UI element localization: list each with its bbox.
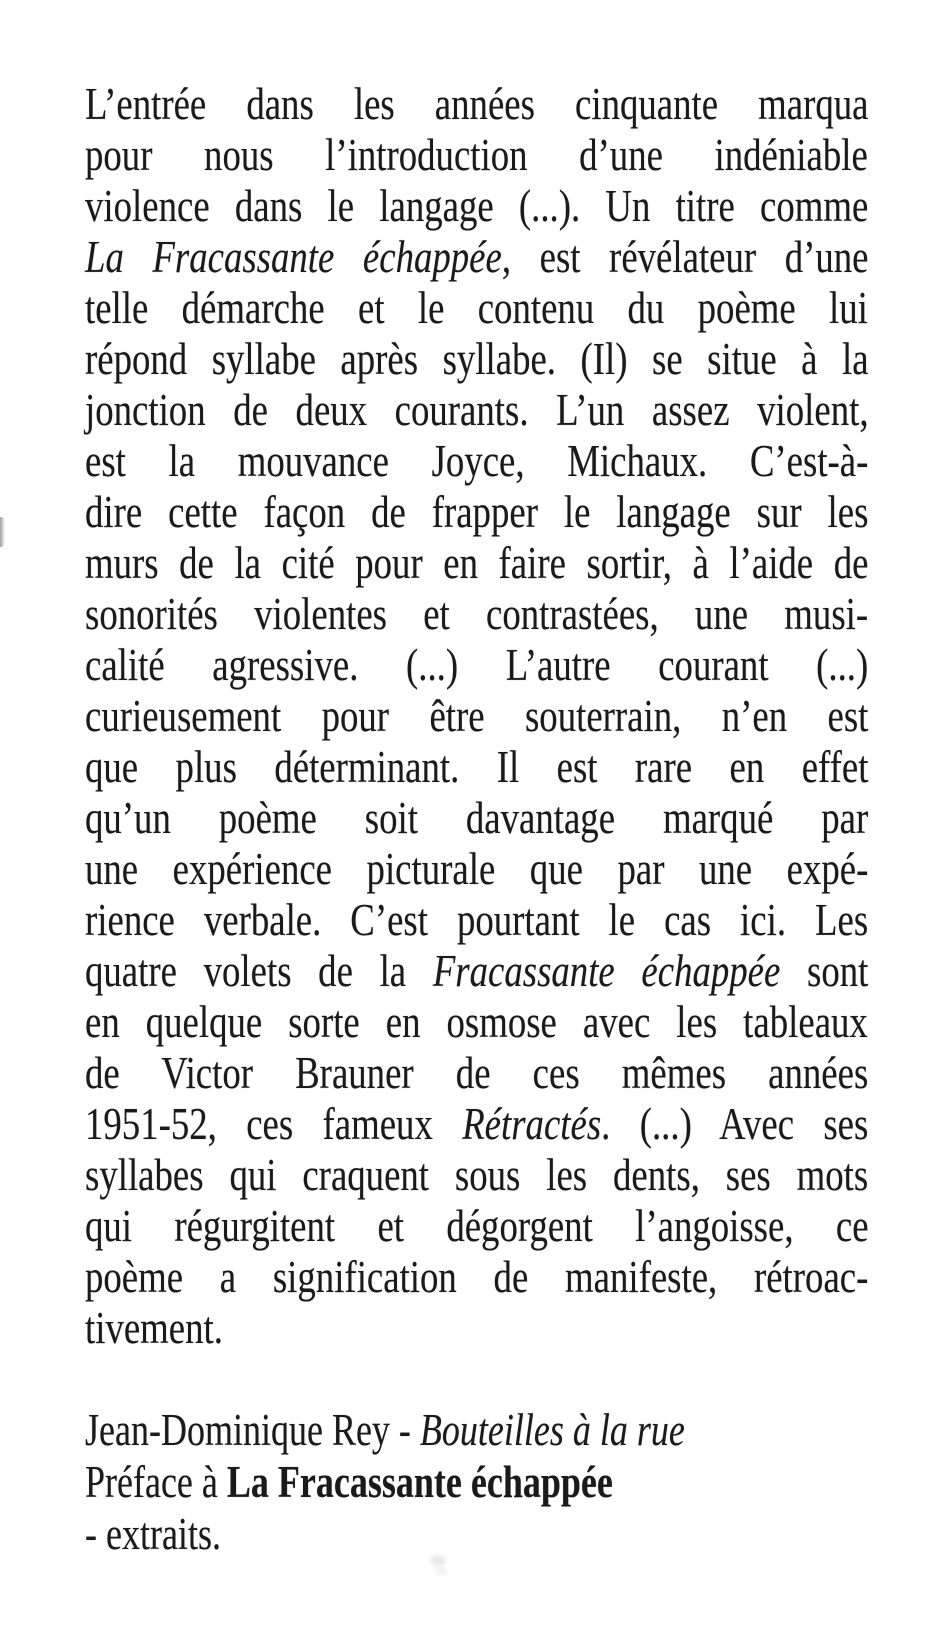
text-line [85, 1149, 868, 1200]
text-line [85, 486, 868, 537]
text-line-content [85, 1098, 868, 1149]
text-segment: jonction de deux courants. L’un assez violent, [85, 384, 869, 435]
text-line-content [85, 384, 869, 435]
text-line-content [85, 792, 868, 843]
text-line [85, 588, 868, 639]
text-line-content [85, 231, 869, 282]
text-segment: - extraits. [85, 1509, 221, 1559]
text-segment: sont [780, 945, 869, 996]
text-line-content [85, 129, 868, 180]
text-line [85, 231, 868, 282]
text-line-content [85, 741, 868, 792]
text-line [85, 1302, 868, 1353]
text-line [85, 129, 868, 180]
text-line-content [85, 690, 868, 741]
text-segment: répond syllabe après syllabe. (Il) se situe à la [85, 333, 869, 384]
text-segment: dire cette façon de frapper le langage sur les [85, 486, 869, 537]
text-segment: qu’un poème soit davantage marqué par [85, 792, 869, 843]
text-segment: 1951-52, ces fameux [85, 1098, 463, 1149]
text-line [85, 792, 868, 843]
text-line-content [85, 945, 868, 996]
text-segment: curieusement pour être souterrain, n’en est [85, 690, 869, 741]
text-segment: . (...) Avec ses [601, 1098, 869, 1149]
text-segment: en quelque sorte en osmose avec les tableaux [85, 996, 868, 1047]
text-line-content [85, 639, 868, 690]
text-line-content [85, 282, 868, 333]
text-line [85, 741, 868, 792]
text-line-content [85, 333, 869, 384]
text-line-content [85, 1509, 221, 1559]
scan-artifact-smudge [436, 1567, 447, 1575]
text-line [85, 1404, 868, 1456]
text-line [85, 78, 868, 129]
text-line-content [85, 1302, 223, 1353]
scan-artifact-left-edge [0, 517, 5, 547]
text-line-content [85, 996, 868, 1047]
text-line [85, 333, 868, 384]
text-line-content [85, 78, 868, 129]
text-line [85, 639, 868, 690]
text-line [85, 180, 868, 231]
text-line-content [85, 537, 868, 588]
text-line-content [85, 1149, 868, 1200]
text-line-content [85, 180, 868, 231]
text-line-content [85, 894, 868, 945]
text-segment: Jean-Dominique Rey - [85, 1405, 420, 1455]
text-segment: syllabes qui craquent sous les dents, ses mots [85, 1149, 869, 1200]
text-line-content [85, 1200, 869, 1251]
text-line [85, 1047, 868, 1098]
text-line [85, 945, 868, 996]
text-segment: Bouteilles à la rue [419, 1405, 685, 1455]
text-line [85, 1098, 868, 1149]
text-segment: murs de la cité pour en faire sortir, à l’aide de [85, 537, 869, 588]
text-segment: qui régurgitent et dégorgent l’angoisse, ce [85, 1200, 869, 1251]
text-segment: telle démarche et le contenu du poème lui [85, 282, 868, 333]
text-line-content [85, 1251, 868, 1302]
text-segment: tivement. [85, 1302, 223, 1353]
text-line-content [85, 588, 868, 639]
text-line-content [85, 486, 868, 537]
text-line [85, 282, 868, 333]
text-segment: , est révélateur d’une [501, 231, 869, 282]
text-line [85, 1456, 868, 1508]
text-line-content [85, 1047, 868, 1098]
attribution-block [85, 1404, 868, 1560]
text-line-content [85, 843, 868, 894]
text-line [85, 384, 868, 435]
text-line [85, 894, 868, 945]
text-segment: est la mouvance Joyce, Michaux. C’est-à- [85, 435, 869, 486]
text-line [85, 690, 868, 741]
text-line [85, 537, 868, 588]
text-line [85, 1200, 868, 1251]
text-segment: La Fracassante échappée [226, 1457, 613, 1507]
text-segment: Fracassante échappée [432, 945, 781, 996]
text-segment: pour nous l’introduction d’une indéniable [85, 129, 868, 180]
text-segment: L’entrée dans les années cinquante marqua [85, 78, 869, 129]
text-line [85, 996, 868, 1047]
text-segment: quatre volets de la [85, 945, 433, 996]
text-line-content [85, 1457, 613, 1507]
body-paragraph [85, 78, 868, 1353]
text-line [85, 843, 868, 894]
text-line [85, 1251, 868, 1302]
text-segment: sonorités violentes et contrastées, une musi- [85, 588, 869, 639]
text-segment: de Victor Brauner de ces mêmes années [85, 1047, 869, 1098]
text-line-content [85, 1405, 685, 1455]
text-segment: La Fracassante échappée [85, 231, 502, 282]
text-segment: rience verbale. C’est pourtant le cas ici. Les [85, 894, 869, 945]
scan-artifact-smudge [430, 1555, 446, 1566]
text-segment: une expérience picturale que par une expé- [85, 843, 869, 894]
text-line [85, 1508, 868, 1560]
text-line-content [85, 435, 868, 486]
text-segment: Rétractés [462, 1098, 602, 1149]
text-segment: calité agressive. (...) L’autre courant (...) [85, 639, 869, 690]
text-segment: que plus déterminant. Il est rare en effet [85, 741, 869, 792]
text-segment: poème a signification de manifeste, rétroac- [85, 1251, 869, 1302]
text-segment: Préface à [85, 1457, 227, 1507]
text-segment: violence dans le langage (...). Un titre comme [85, 180, 869, 231]
text-line [85, 435, 868, 486]
